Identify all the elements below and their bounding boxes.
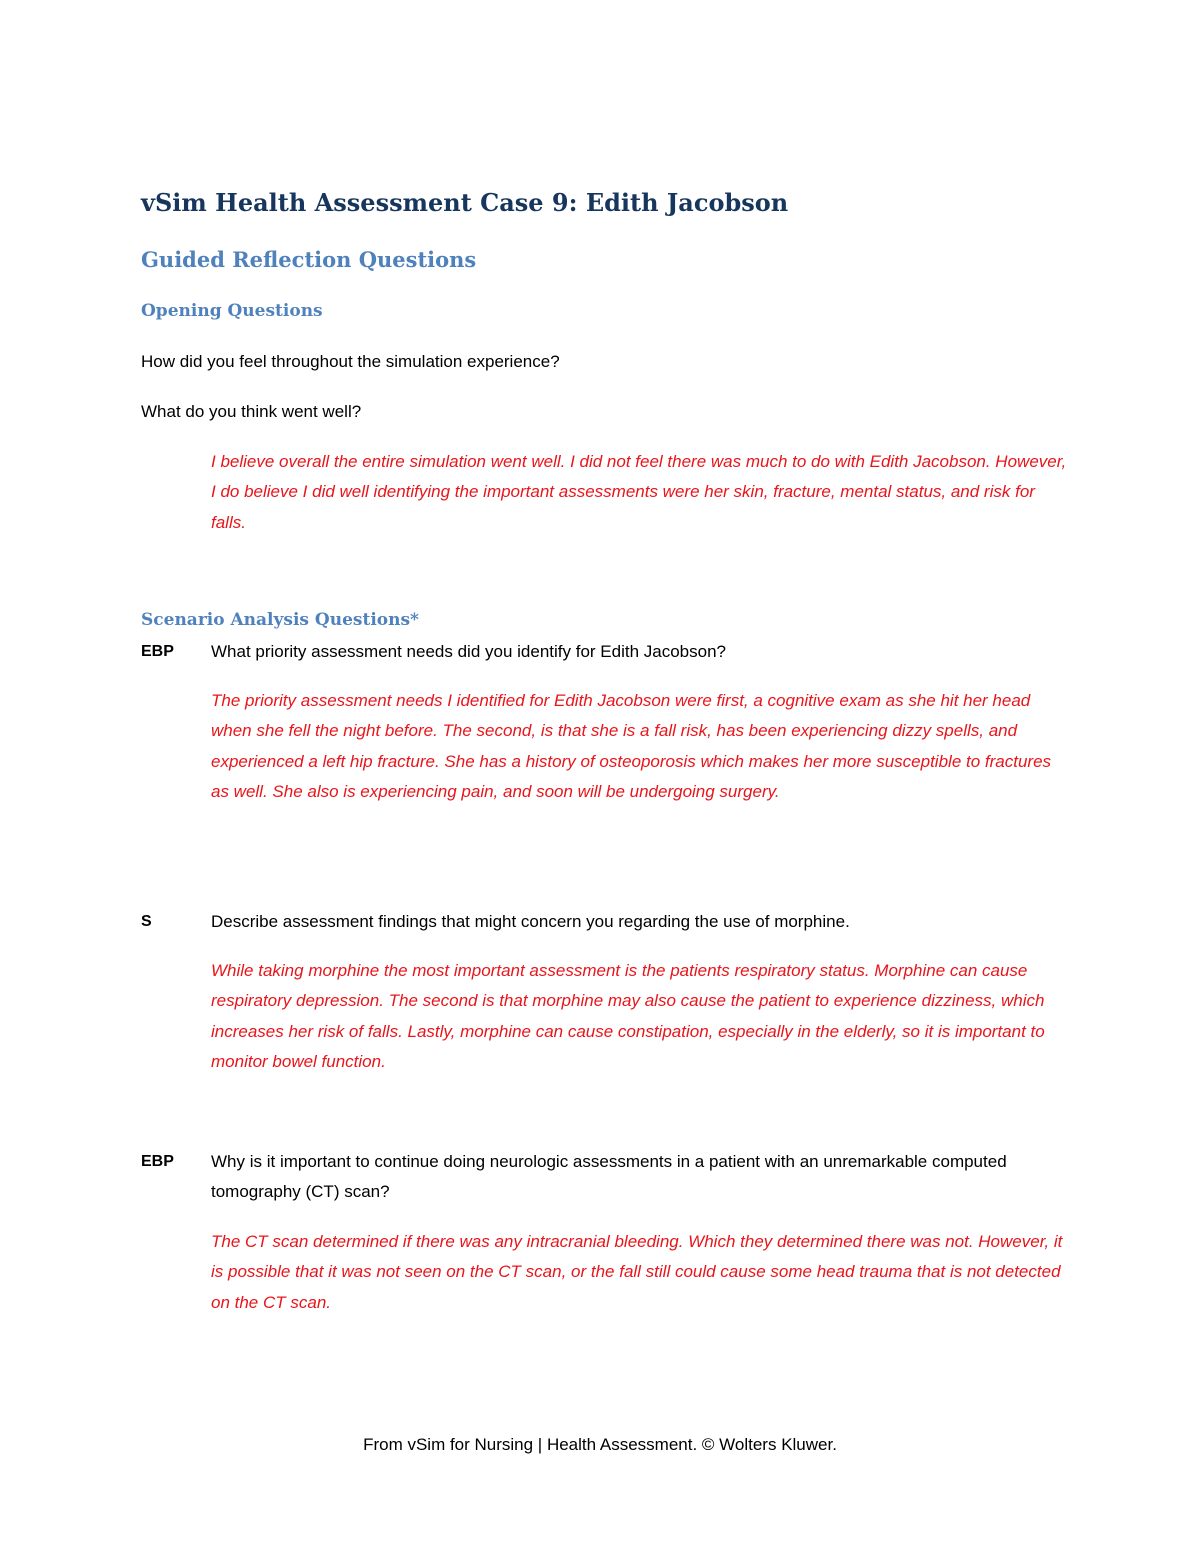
scenario-analysis-heading: Scenario Analysis Questions* [141, 610, 419, 630]
opening-question-2: What do you think went well? [141, 402, 362, 421]
scenario-answer-text: The CT scan determined if there was any intracranial bleeding. Which they determined there was not. However, it is possible that it was not seen on the CT scan, or the fall still could cause some head trauma that is not detected on the CT scan. [211, 1232, 1063, 1312]
question-tag: EBP [141, 643, 174, 660]
scenario-question-text: Why is it important to continue doing neurologic assessments in a patient with an unremarkable computed tomography (CT) scan? [211, 1152, 1007, 1201]
scenario-answer-text: The priority assessment needs I identified for Edith Jacobson were first, a cognitive exam as she hit her head when she fell the night before. The second, is that she is a fall risk, has been experiencing dizzy spells, and experienced a left hip fracture. She has a history of osteoporosis which makes her more susceptible to fractures as well. She also is experiencing pain, and soon will be undergoing surgery. [211, 691, 1052, 802]
scenario-question-text: What priority assessment needs did you identify for Edith Jacobson? [211, 642, 726, 661]
scenario-question-text: Describe assessment findings that might concern you regarding the use of morphine. [211, 912, 850, 931]
question-tag: EBP [141, 1153, 174, 1170]
scenario-answer-text: While taking morphine the most important assessment is the patients respiratory status. Morphine can cause respiratory depression. The second is that morphine may also cause the patient to experience dizziness, which increases her risk of falls. Lastly, morphine can cause constipation, especially in the elderly, so it is important to monitor bowel function. [211, 961, 1045, 1072]
opening-question-1: How did you feel throughout the simulation experience? [141, 352, 560, 371]
page-subtitle: Guided Reflection Questions [141, 247, 477, 272]
question-tag: S [141, 913, 152, 930]
opening-questions-heading: Opening Questions [141, 301, 323, 321]
page-footer: From vSim for Nursing | Health Assessment. © Wolters Kluwer. [363, 1435, 837, 1454]
opening-answer-2: I believe overall the entire simulation went well. I did not feel there was much to do with Edith Jacobson. However, I do believe I did well identifying the important assessments were her skin, fracture, mental status, and risk for falls. [211, 452, 1067, 532]
page-title: vSim Health Assessment Case 9: Edith Jacobson [141, 188, 789, 217]
